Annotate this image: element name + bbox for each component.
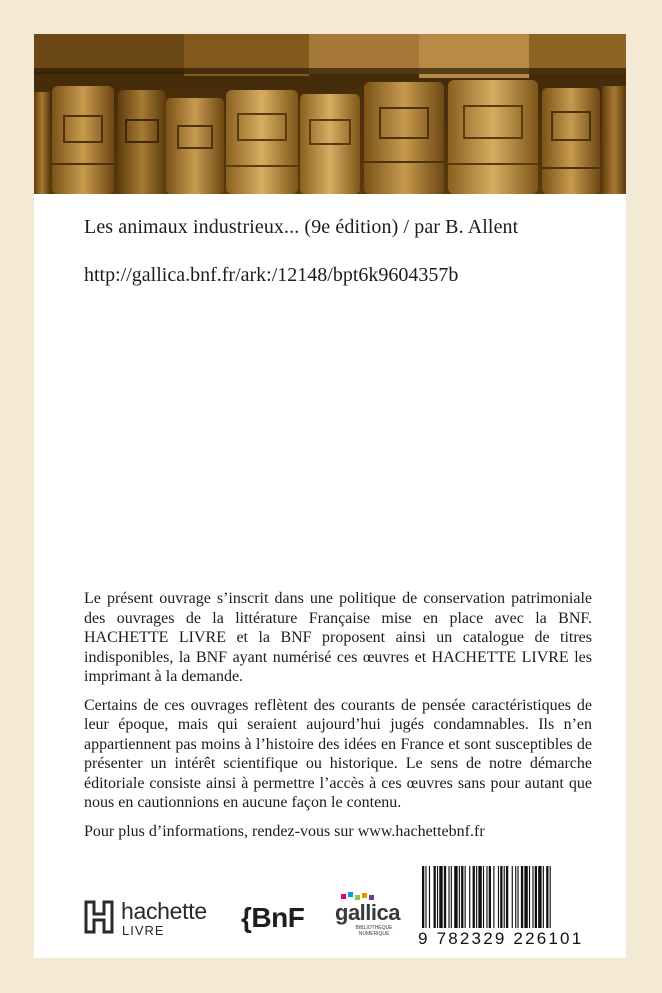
notice-paragraph-info: Pour plus d’informations, rendez-vous sur www.hachettebnf.fr <box>84 822 485 840</box>
bnf-wordmark: {BnF <box>241 902 305 933</box>
isbn-barcode <box>418 866 608 946</box>
notice-paragraph-disclaimer: Certains de ces ouvrages reflètent des courants de pensée caractéristiques de leur époque, mais qui seraient aujourd’hui jugés condamnables. Ils n’en appartiennent pas moins à l’histoire des idées en France et sont susceptibles de présenter un intérêt scientifique ou historique. Le sens de notre démarche éditoriale consiste ainsi à permettre l’accès à ces œuvres sans pour autant que nous en cautionnions en aucune façon le contenu. <box>84 696 592 811</box>
hachette-h-icon <box>84 900 114 934</box>
barcode-digits: 9 782329 226101 <box>418 929 584 948</box>
book-title: Les animaux industrieux... (9e édition) / par B. Allent <box>84 216 519 238</box>
notice-paragraph-conservation: Le présent ouvrage s’inscrit dans une politique de conservation patrimoniale des ouvrages de la littérature Française mise en place avec la BNF. HACHETTE LIVRE et la BNF proposent ainsi un catalogue de titres indisponibles, la BNF ayant numérisé ces œuvres et HACHETTE LIVRE les imprimant à la demande. <box>84 590 592 685</box>
book-spines-banner-image <box>34 34 626 194</box>
gallica-logo <box>335 892 410 942</box>
hachette-livre-logo <box>84 900 219 940</box>
book-url[interactable]: http://gallica.bnf.fr/ark:/12148/bpt6k9604357b <box>84 264 459 286</box>
gallica-subtitle <box>349 925 399 937</box>
publisher-logos <box>84 884 424 944</box>
gallica-wordmark: gallica <box>335 900 400 925</box>
book-back-cover <box>34 34 626 958</box>
publisher-notice <box>84 589 592 850</box>
barcode-bars <box>418 866 608 928</box>
gallica-subtitle-line-1: BIBLIOTHÈQUE <box>355 925 393 931</box>
gallica-subtitle-line-2: NUMÉRIQUE <box>358 931 390 937</box>
hachette-livre-label: LIVRE <box>122 923 165 938</box>
bnf-logo <box>241 902 315 936</box>
hachette-wordmark: hachette <box>121 898 207 924</box>
